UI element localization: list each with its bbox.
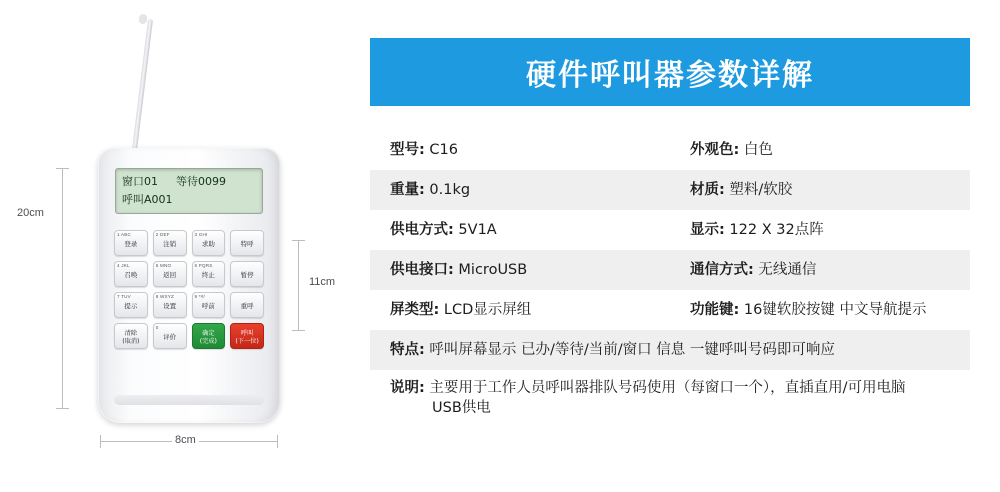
spec-value: 无线通信 — [758, 262, 817, 278]
table-row — [370, 330, 970, 370]
key-subtext: 6 PQRS — [194, 263, 213, 268]
device-screen — [115, 168, 263, 214]
height-dimension-label: 20cm — [14, 207, 47, 219]
spec-label: 显示: — [690, 222, 725, 238]
key-label: 特呼 — [240, 239, 254, 248]
key-subtext: 5 MNO — [155, 263, 172, 268]
depth-dimension-cap-top — [292, 240, 305, 241]
key-confirm[interactable] — [192, 323, 226, 349]
spec-label: 屏类型: — [390, 302, 440, 318]
key-pause[interactable] — [230, 261, 264, 287]
key-3[interactable] — [192, 230, 226, 256]
page-title: 硬件呼叫器参数详解 — [526, 58, 814, 93]
depth-dimension-line — [298, 240, 299, 330]
key-subtext: 0 — [155, 325, 159, 330]
spec-cell-model — [370, 132, 670, 168]
key-label: 清除 (取消) — [122, 330, 140, 345]
spec-value: 呼叫屏幕显示 已办/等待/当前/窗口 信息 一键呼叫号码即可响应 — [429, 342, 835, 358]
key-subtext: 4 JKL — [117, 263, 130, 268]
key-recall[interactable] — [230, 292, 264, 318]
depth-dimension-label: 11cm — [306, 276, 338, 288]
spec-value: C16 — [429, 142, 458, 158]
key-subtext: 9 *#/ — [194, 294, 205, 299]
key-label: 登录 — [124, 239, 138, 248]
key-label: 呼叫 (下一位) — [235, 330, 259, 345]
height-dimension-line — [62, 168, 63, 408]
spec-cell-color — [670, 132, 970, 168]
product-photo — [0, 0, 360, 492]
spec-value: 5V1A — [458, 222, 497, 238]
key-subtext: 1 ABC — [117, 232, 132, 237]
spec-label: 材质: — [690, 182, 725, 198]
key-call-next[interactable] — [230, 323, 264, 349]
key-2[interactable] — [153, 230, 187, 256]
spec-label: 型号: — [390, 142, 425, 158]
spec-label: 供电接口: — [390, 262, 454, 278]
key-7[interactable] — [114, 292, 148, 318]
spec-label: 供电方式: — [390, 222, 454, 238]
spec-label: 通信方式: — [690, 262, 754, 278]
table-row — [370, 170, 970, 210]
table-row — [370, 250, 970, 290]
antenna-tip — [138, 14, 147, 25]
spec-label: 特点: — [390, 342, 425, 358]
width-dimension-label: 8cm — [172, 434, 199, 446]
height-dimension-cap-top — [56, 168, 69, 169]
key-label: 返回 — [163, 270, 177, 279]
spec-value: 0.1kg — [429, 182, 471, 198]
spec-value-line1: 主要用于工作人员呼叫器排队号码使用（每窗口一个），直插直用/可用电脑 — [429, 380, 906, 396]
spec-value-line2: USB供电 — [432, 400, 491, 416]
table-row — [370, 370, 970, 426]
width-dimension-cap-left — [100, 435, 101, 448]
spec-cell-material — [670, 172, 970, 208]
key-label: 终止 — [201, 270, 215, 279]
width-dimension-cap-right — [277, 435, 278, 448]
height-dimension-cap-bottom — [56, 408, 69, 409]
key-label: 呼前 — [201, 301, 215, 310]
caller-device — [98, 148, 280, 423]
spec-title-bar — [370, 38, 970, 106]
key-5[interactable] — [153, 261, 187, 287]
spec-cell-weight — [370, 172, 670, 208]
key-subtext: 8 WXYZ — [155, 294, 175, 299]
spec-cell-screen-type — [370, 292, 670, 328]
spec-value: MicroUSB — [458, 262, 528, 278]
key-label: 注销 — [163, 239, 177, 248]
screen-waiting-label: 等待0099 — [176, 175, 226, 188]
key-1[interactable] — [114, 230, 148, 256]
screen-window-label: 窗口01 — [122, 175, 158, 188]
key-label: 设置 — [163, 301, 177, 310]
spec-cell-features — [370, 332, 970, 368]
spec-label: 外观色: — [690, 142, 740, 158]
spec-table — [370, 130, 970, 426]
device-keypad — [114, 230, 264, 349]
spec-label: 说明: — [390, 380, 425, 396]
screen-line-2: 呼叫A001 — [122, 193, 173, 206]
table-row — [370, 130, 970, 170]
key-label: 提示 — [124, 301, 138, 310]
key-subtext: 7 TUV — [117, 294, 131, 299]
spec-label: 功能键: — [690, 302, 740, 318]
key-9[interactable] — [192, 292, 226, 318]
key-label: 重呼 — [240, 301, 254, 310]
spec-value: LCD显示屏组 — [443, 302, 532, 318]
table-row — [370, 210, 970, 250]
key-label: 确定 (完成) — [199, 330, 217, 345]
spec-value: 塑料/软胶 — [729, 182, 793, 198]
depth-dimension-cap-bottom — [292, 330, 305, 331]
spec-cell-power-interface — [370, 252, 670, 288]
spec-label: 重量: — [390, 182, 425, 198]
key-4[interactable] — [114, 261, 148, 287]
key-clear[interactable] — [114, 323, 148, 349]
key-subtext: 3 GHI — [194, 232, 208, 237]
spec-value: 16键软胶按键 中文导航提示 — [743, 302, 927, 318]
key-special-call[interactable] — [230, 230, 264, 256]
key-label: 求助 — [201, 239, 215, 248]
spec-panel — [370, 38, 970, 426]
speaker-grille — [114, 395, 264, 405]
key-0[interactable] — [153, 323, 187, 349]
key-6[interactable] — [192, 261, 226, 287]
key-8[interactable] — [153, 292, 187, 318]
key-subtext: 2 DEF — [155, 232, 170, 237]
key-label: 召唤 — [124, 270, 138, 279]
key-label: 暂停 — [240, 270, 254, 279]
spec-cell-communication — [670, 252, 970, 288]
spec-cell-function-keys — [670, 292, 970, 328]
key-label: 评价 — [163, 332, 177, 341]
spec-cell-description — [370, 370, 970, 426]
spec-cell-power-supply — [370, 212, 670, 248]
table-row — [370, 290, 970, 330]
spec-value: 白色 — [743, 142, 773, 158]
spec-value: 122 X 32点阵 — [729, 222, 824, 238]
antenna — [131, 19, 153, 159]
screen-line-1 — [122, 173, 256, 191]
spec-cell-display — [670, 212, 970, 248]
